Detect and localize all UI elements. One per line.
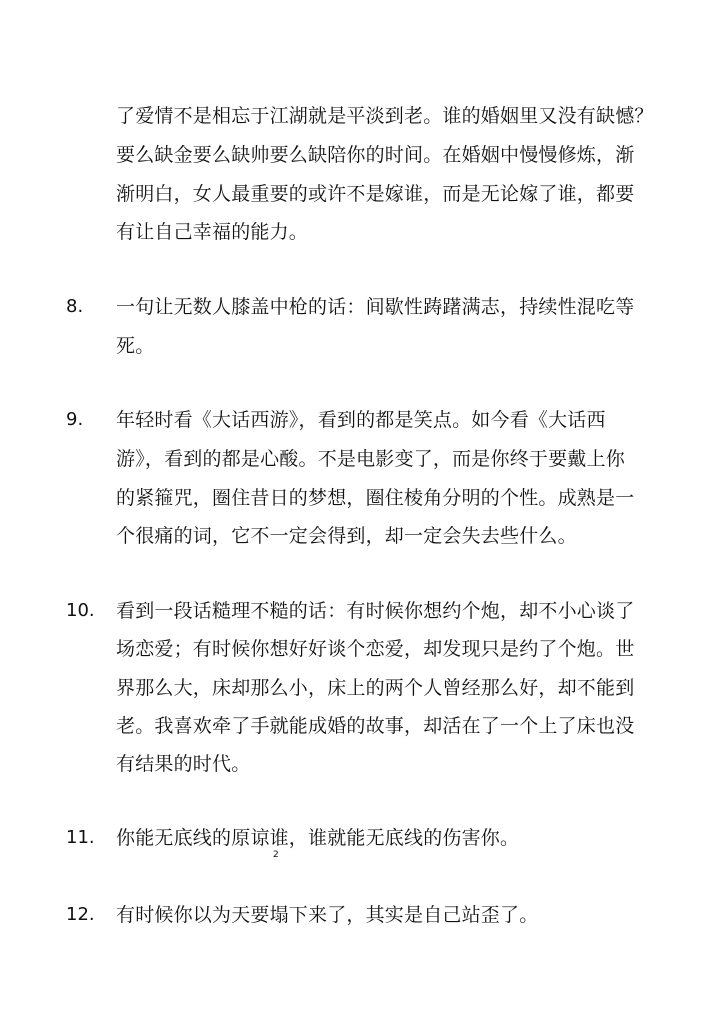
list-item-line: 死。 <box>116 335 155 357</box>
list-item-line: 有结果的时代。 <box>116 753 251 775</box>
list-item-line: 游》，看到的都是心酸。不是电影变了，而是你终于要戴上你 <box>116 448 625 470</box>
list-item-line: 老。我喜欢牵了手就能成婚的故事，却活在了一个上了床也没 <box>116 715 635 737</box>
intro-line: 了爱情不是相忘于江湖就是平淡到老。谁的婚姻里又没有缺憾？ <box>116 105 654 127</box>
intro-line: 有让自己幸福的能力。 <box>116 221 309 243</box>
list-item-number: 10. <box>66 600 95 621</box>
list-item-line: 场恋爱；有时候你想好好谈个恋爱，却发现只是约了个炮。世 <box>116 638 635 660</box>
list-item-line: 你能无底线的原谅谁，谁就能无底线的伤害你。 <box>116 827 520 849</box>
list-item-line: 界那么大，床却那么小，床上的两个人曾经那么好，却不能到 <box>116 677 635 699</box>
list-item-line: 一句让无数人膝盖中枪的话：间歇性踌躇满志，持续性混吃等 <box>116 296 635 318</box>
list-item-number: 9. <box>66 409 84 430</box>
list-item-line: 年轻时看《大话西游》，看到的都是笑点。如今看《大话西 <box>116 409 606 431</box>
list-item-line: 个很痛的词，它不一定会得到，却一定会失去些什么。 <box>116 525 577 547</box>
intro-line: 渐明白，女人最重要的或许不是嫁谁，而是无论嫁了谁，都要 <box>116 183 635 205</box>
list-item-line: 有时候你以为天要塌下来了，其实是自己站歪了。 <box>116 904 539 926</box>
list-item-line: 的紧箍咒，圈住昔日的梦想，圈住棱角分明的个性。成熟是一 <box>116 487 635 509</box>
list-item-number: 12. <box>66 904 95 925</box>
page-number: 2 <box>273 850 279 860</box>
list-item-number: 8. <box>66 296 84 317</box>
list-item-line: 看到一段话糙理不糙的话：有时候你想约个炮，却不小心谈了 <box>116 600 635 622</box>
intro-line: 要么缺金要么缺帅要么缺陪你的时间。在婚姻中慢慢修炼，渐 <box>116 144 635 166</box>
list-item-number: 11. <box>66 827 95 848</box>
